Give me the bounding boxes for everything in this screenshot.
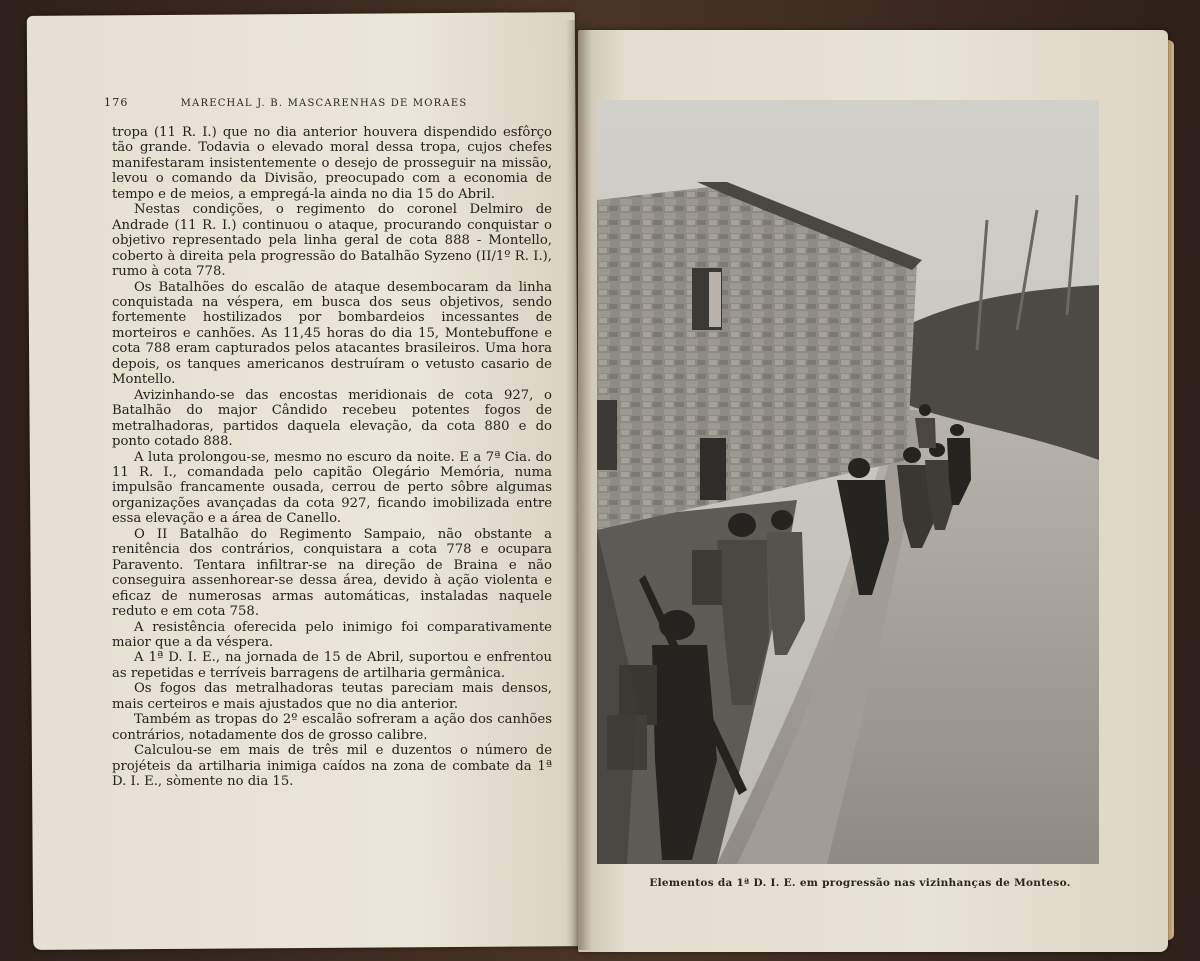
body-text — [112, 125, 552, 789]
paragraph: O II Batalhão do Regimento Sampaio, não obstante a renitência dos contrários, conquistara a cota 778 e ocupara Paravento. Tentara infiltrar-se na direção de Braina e não conseguira assenhorear-se dessa área, devido à ação violenta e eficaz de numerosas armas automáticas, instaladas naquele reduto e em cota 758. — [112, 526, 552, 620]
paragraph: Calculou-se em mais de três mil e duzentos o número de projéteis da artilharia inimiga caídos na zona de combate da 1ª D. I. E., sòmente no dia 15. — [112, 743, 552, 790]
paragraph: Os fogos das metralhadoras teutas pareciam mais densos, mais certeiros e mais ajustados que no dia anterior. — [112, 681, 552, 712]
paragraph: Nestas condições, o regimento do coronel Delmiro de Andrade (11 R. I.) continuou o ataque, procurando conquistar o objetivo representado pela linha geral de cota 888 - Montello, coberto à direita pela progressão do Batalhão Syzeno (II/1º R. I.), rumo à cota 778. — [112, 202, 552, 280]
paragraph: tropa (11 R. I.) que no dia anterior houvera dispendido esfôrço tão grande. Todavia o elevado moral dessa tropa, cujos chefes manifestaram insistentemente o desejo de prosseguir na missão, levou o comando da Divisão, preocupado com a economia de tempo e de meios, a empregá-la ainda no dia 15 do Abril. — [112, 125, 552, 202]
paragraph: A 1ª D. I. E., na jornada de 15 de Abril, suportou e enfrentou as repetidas e terríveis barragens de artilharia germânica. — [112, 650, 552, 681]
book-gutter — [566, 20, 592, 950]
page-number: 176 — [104, 96, 129, 109]
photo-caption: Elementos da 1ª D. I. E. em progressão nas vizinhanças de Monteso. — [649, 877, 1071, 889]
paragraph: Os Batalhões do escalão de ataque desembocaram da linha conquistada na véspera, em busca dos seus objetivos, sendo fortemente hostilizados por bombardeios incessantes de morteiros e canhões. As 11,45 horas do dia 15, Montebuffone e cota 788 eram capturados pelos atacantes brasileiros. Uma hora depois, os tanques americanos destruíram o vetusto casario de Montello. — [112, 279, 552, 388]
paragraph: A resistência oferecida pelo inimigo foi comparativamente maior que a da véspera. — [112, 619, 552, 650]
paragraph: Avizinhando-se das encostas meridionais de cota 927, o Batalhão do major Cândido recebeu potentes fogos de metralhadoras, partidos daquela elevação, da cota 880 e do ponto cotado 888. — [112, 387, 552, 450]
running-head — [104, 96, 544, 109]
war-photograph — [597, 100, 1099, 864]
paragraph: A luta prolongou-se, mesmo no escuro da noite. E a 7ª Cia. do 11 R. I., comandada pelo capitão Olegário Memória, numa impulsão francamente ousada, cerrou de perto sôbre algumas organizações avançadas da cota 927, ficando imobilizada entre essa elevação e a área de Canello. — [112, 449, 552, 527]
running-head-title: MARECHAL J. B. MASCARENHAS DE MORAES — [180, 98, 468, 109]
paragraph: Também as tropas do 2º escalão sofreram a ação dos canhões contrários, notadamente dos de grosso calibre. — [112, 712, 552, 743]
